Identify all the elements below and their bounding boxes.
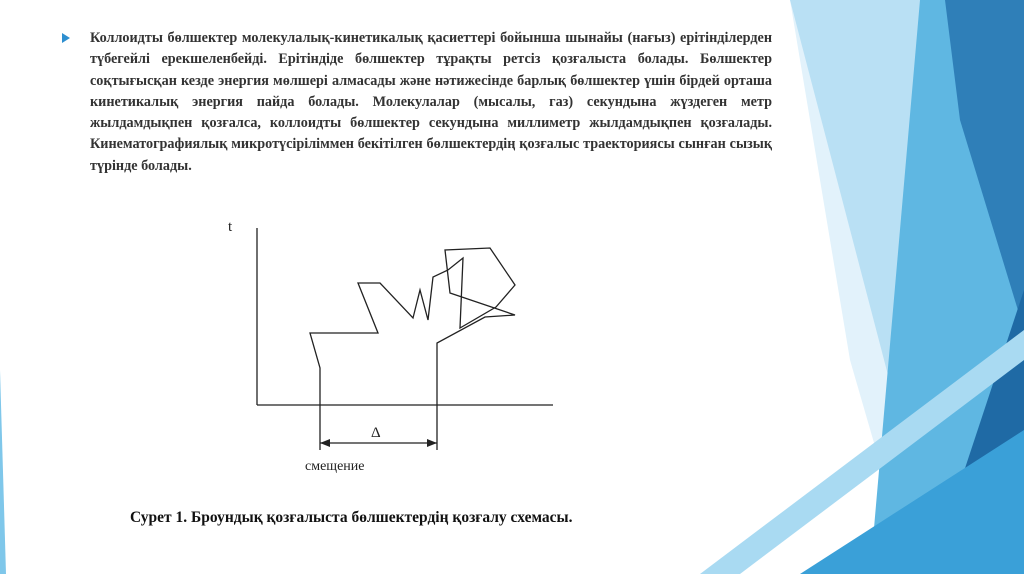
delta-label: Δ [371,425,381,441]
axis-label-t: t [228,219,233,235]
displacement-label: смещение [305,459,365,474]
arrow-right-icon [427,439,437,447]
arrow-left-icon [320,439,330,447]
particle-trajectory [310,248,515,450]
body-paragraph: Коллоидты бөлшектер молекулалық-кинетикалық қасиеттері бойынша шынайы (нағыз) ерітінділерден түбегейлі ерекшеленбейді. Ерітіндіде бөлшектер тұрақты ретсіз қозғалыста болады. Бөлшектер соқтығысқан кезде энергия мөлшері алмасады және нәтижесінде барлық бөлшектер үшін бірдей орташа кинетикалық энергия пайда болады. Молекулалар (мысалы, газ) секундына жүздеген метр жылдамдықпен қозғалса, коллоидты бөлшектер секундына миллиметр жылдамдықпен қозғалады. Кинематографиялық микротүсіріліммен бекітілген бөлшектердің қозғалыс траекториясы сынған сызық түрінде болады. [90,30,772,174]
figure-caption: Сурет 1. Броундық қозғалыста бөлшектердің қозғалу схемасы. [130,509,573,526]
